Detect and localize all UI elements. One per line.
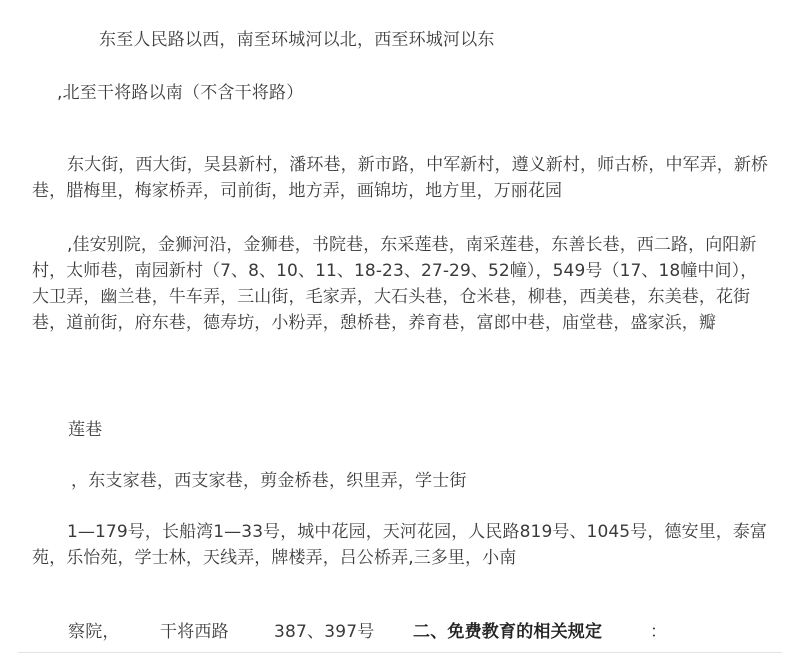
text-fragment-chayuan: 察院，: [68, 622, 120, 642]
text-line-lianxiang: 莲巷: [68, 420, 103, 440]
text-line-zhijia-streets: ，东支家巷，西支家巷，剪金桥巷，织里弄，学士街: [71, 471, 467, 491]
text-fragment-ganjiang-west-road: 干将西路: [160, 622, 229, 642]
heading-colon: ：: [650, 622, 668, 642]
street-list-paragraph-2: ,佳安别院，金狮河沿，金狮巷，书院巷，东采莲巷，南采莲巷，东善长巷，西二路，向阳新村，太师巷，南园新村（7、8、10、11、18-23、27-29、52幢），549号（17、18幢中间），大卫弄，幽兰巷，牛车弄，三山街，毛家弄，大石头巷，仓米巷，柳巷，西美巷，东美巷，花街巷，道前街，府东巷，德寿坊，小粉弄，憩桥巷，养育巷，富郎中巷，庙堂巷，盛家浜，瓣: [32, 235, 758, 333]
text-fragment-house-numbers: 387、397号: [274, 622, 375, 642]
street-list-paragraph-1: 东大街，西大街，吴县新村，潘环巷，新市路，中军新村，遵义新村，师古桥，中军弄，新桥巷，腊梅里，梅家桥弄，司前街，地方弄，画锦坊，地方里，万丽花园: [32, 155, 769, 201]
address-list-paragraph-3: 1—179号，长船湾1—33号，城中花园，天河花园，人民路819号、1045号，德安里，泰富苑，乐怡苑，学士林，天线弄，牌楼弄，吕公桥弄,三多里，小南: [32, 522, 768, 568]
bottom-divider: [18, 652, 782, 653]
text-line-boundary-east-south-west: 东至人民路以西，南至环城河以北，西至环城河以东: [99, 30, 495, 50]
section-heading-free-education: 二、免费教育的相关规定: [413, 622, 603, 642]
text-line-boundary-north: ,北至干将路以南（不含干将路）: [57, 83, 304, 103]
